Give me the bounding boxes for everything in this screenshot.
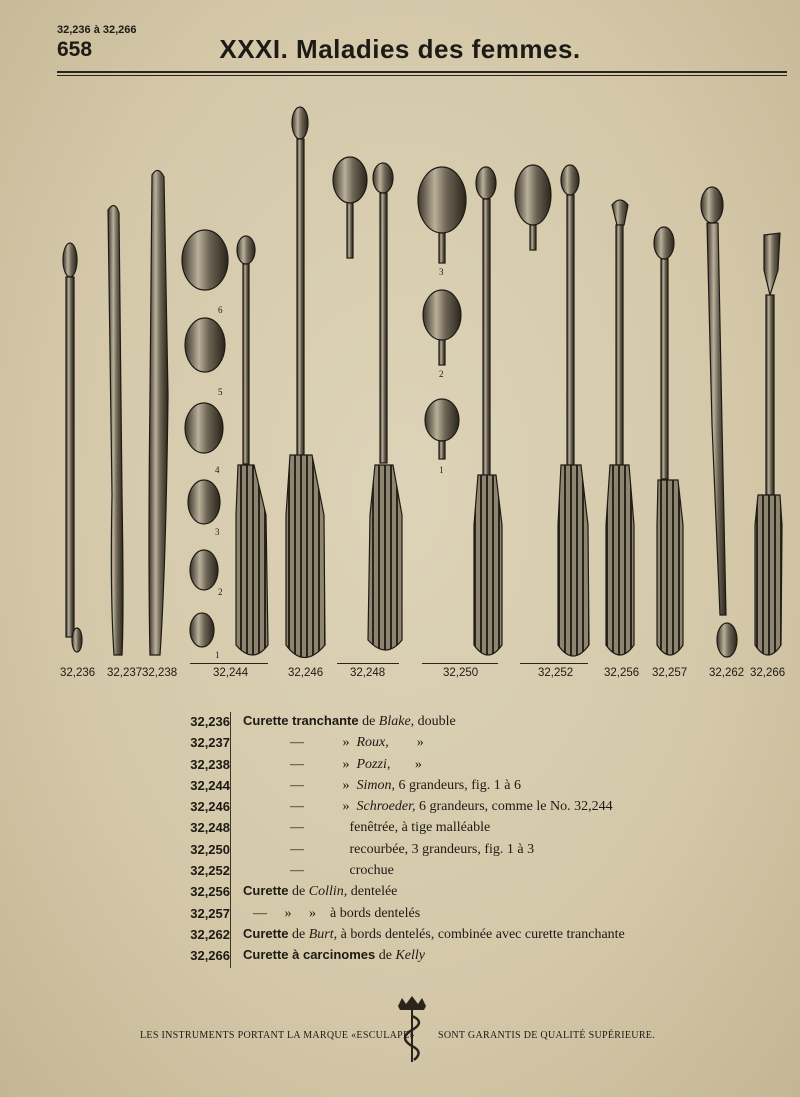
item-description: — » Schroeder, 6 grandeurs, comme le No. 32,244 <box>290 799 613 815</box>
fig-label: 32,244 <box>213 667 249 679</box>
size-label-2: 2 <box>218 587 223 597</box>
size-label-6: 6 <box>218 305 223 315</box>
item-description: Curette tranchante de Blake, double <box>243 713 456 729</box>
item-description: Curette de Burt, à bords dentelés, combinée avec curette tranchante <box>243 925 625 942</box>
size-label-5: 5 <box>218 387 223 397</box>
fig-label: 32,262 <box>709 667 745 679</box>
fig-label: 32,266 <box>750 667 786 679</box>
item-number: 32,257 <box>190 905 230 921</box>
page-title: XXXI. Maladies des femmes. <box>219 34 581 64</box>
item-description: Curette de Collin, dentelée <box>243 883 398 900</box>
fig-label: 32,237 <box>107 667 143 679</box>
spoon-label-2: 2 <box>439 369 444 379</box>
fig-label: 32,248 <box>350 667 386 679</box>
group-brace <box>422 663 498 664</box>
curette-32252-drawing <box>515 165 589 656</box>
item-number: 32,237 <box>190 735 230 751</box>
curette-32238-drawing <box>149 170 168 655</box>
size-label-4: 4 <box>215 465 220 475</box>
item-number: 32,248 <box>190 820 230 836</box>
curette-32257-drawing <box>654 227 683 655</box>
spoon-label-1: 1 <box>439 465 444 475</box>
fig-label: 32,256 <box>604 667 640 679</box>
page-number: 658 <box>57 38 93 61</box>
curette-32248-drawing <box>333 157 402 650</box>
item-number: 32,238 <box>190 756 230 772</box>
curette-32244-drawing <box>236 236 268 655</box>
curette-32237-drawing <box>108 206 123 655</box>
instrument-illustration <box>0 95 800 665</box>
fig-label: 32,238 <box>142 667 178 679</box>
item-description: Curette à carcinomes de Kelly <box>243 947 425 964</box>
item-number: 32,244 <box>190 777 230 793</box>
item-number: 32,266 <box>190 948 230 964</box>
spoon-set-32250-drawing <box>418 167 466 459</box>
curette-32266-drawing <box>755 233 782 655</box>
item-description: — » Simon, 6 grandeurs, fig. 1 à 6 <box>290 777 521 793</box>
footer-left-text: LES INSTRUMENTS PORTANT LA MARQUE «ESCULAPE» <box>140 1030 415 1041</box>
header-rule-thin <box>57 75 787 76</box>
spoon-set-32244-drawing <box>182 230 228 647</box>
curette-32262-drawing <box>701 187 737 657</box>
size-label-1: 1 <box>215 650 220 660</box>
curette-32256-drawing <box>606 200 634 655</box>
curette-32246-drawing <box>286 107 325 658</box>
item-number: 32,246 <box>190 799 230 815</box>
fig-label: 32,252 <box>538 667 574 679</box>
curette-32236-drawing <box>63 243 82 652</box>
item-number: 32,252 <box>190 863 230 879</box>
item-range: 32,236 à 32,266 <box>57 24 137 36</box>
curette-32250-drawing <box>474 167 502 655</box>
fig-label: 32,236 <box>60 667 96 679</box>
item-number: 32,250 <box>190 841 230 857</box>
fig-label: 32,257 <box>652 667 688 679</box>
item-description: — recourbée, 3 grandeurs, fig. 1 à 3 <box>290 841 535 857</box>
item-description: — » » à bords dentelés <box>253 905 421 921</box>
group-brace <box>337 663 399 664</box>
item-description: — » Roux, » <box>290 735 424 751</box>
header-rule <box>57 71 787 73</box>
item-number: 32,262 <box>190 926 230 942</box>
item-number: 32,236 <box>190 714 230 729</box>
spoon-label-3: 3 <box>439 267 444 277</box>
item-description: — fenêtrée, à tige malléable <box>290 820 491 836</box>
footer-right-text: SONT GARANTIS DE QUALITÉ SUPÉRIEURE. <box>438 1030 656 1041</box>
fig-label: 32,250 <box>443 667 479 679</box>
item-description: — crochue <box>290 863 394 879</box>
item-description: — » Pozzi, » <box>290 756 422 772</box>
group-brace <box>520 663 588 664</box>
size-label-3: 3 <box>215 527 220 537</box>
group-brace <box>190 663 268 664</box>
fig-label: 32,246 <box>288 667 324 679</box>
item-number: 32,256 <box>190 884 230 900</box>
